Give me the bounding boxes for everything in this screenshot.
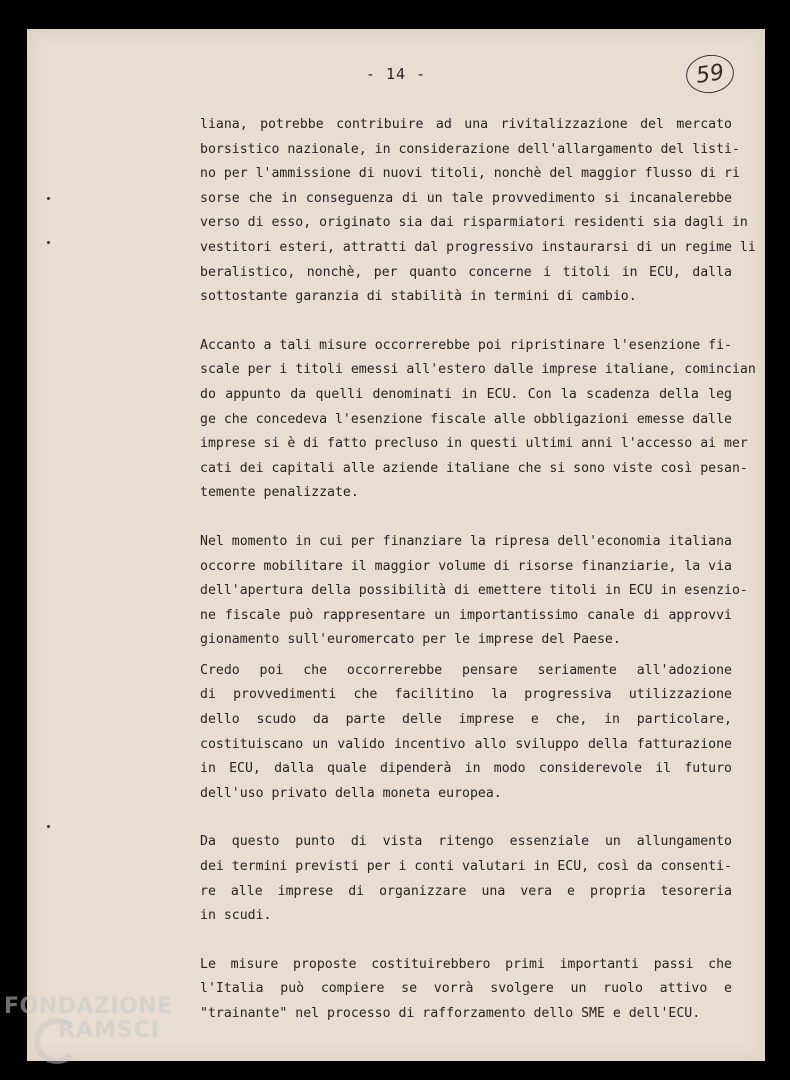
text-line: ne fiscale può rappresentare un importantissimo canale di approvvi — [200, 607, 732, 623]
margin-mark — [47, 241, 50, 244]
text-line: Le misure proposte costituirebbero primi importanti passi che — [200, 956, 732, 972]
text-line: gionamento sull'euromercato per le imprese del Paese. — [200, 632, 621, 648]
page-stamp: 59 — [684, 52, 737, 96]
text-line: in scudi. — [200, 908, 272, 924]
paragraph-3 — [200, 530, 748, 653]
watermark-line-2: RAMSCI — [58, 1018, 161, 1043]
document-page — [27, 29, 765, 1061]
text-line: sottostante garanzia di stabilità in termini di cambio. — [200, 289, 637, 305]
text-line: dello scudo da parte delle imprese e che, in particolare, — [200, 712, 732, 728]
text-line: temente penalizzate. — [200, 485, 359, 501]
text-line: borsistico nazionale, in considerazione dell'allargamento del listi- — [200, 141, 740, 157]
text-line: dell'apertura della possibilità di emettere titoli in ECU in esenzio- — [200, 583, 748, 599]
text-line: "trainante" nel processo di rafforzamento dello SME e dell'ECU. — [200, 1006, 701, 1021]
text-line: scale per i titoli emessi all'estero dalle imprese italiane, comincian — [200, 362, 756, 378]
paragraph-4 — [200, 659, 732, 807]
text-line: do appunto da quelli denominati in ECU. Con la scadenza della leg — [200, 386, 732, 402]
text-line: verso di esso, originato sia dai risparmiatori residenti sia dagli in — [200, 215, 748, 231]
text-line: vestitori esteri, attratti dal progressivo instaurarsi di un regime li — [200, 239, 756, 255]
text-line: dei termini previsti per i conti valutari in ECU, così da consenti- — [200, 859, 732, 875]
text-line: beralistico, nonchè, per quanto concerne i titoli in ECU, dalla — [200, 264, 732, 280]
text-line: sorse che in conseguenza di un tale provvedimento si incanalerebbe — [200, 190, 732, 206]
text-line: dell'uso privato della moneta europea. — [200, 785, 502, 801]
paragraph-6 — [200, 953, 732, 1027]
text-line: Nel momento in cui per finanziare la ripresa dell'economia italiana — [200, 533, 732, 549]
text-line: re alle imprese di organizzare una vera e propria tesoreria — [200, 883, 732, 899]
text-line: no per l'ammissione di nuovi titoli, nonchè del maggior flusso di ri — [200, 166, 740, 182]
text-line: Accanto a tali misure occorrerebbe poi ripristinare l'esenzione fi- — [200, 337, 732, 353]
text-line: costituiscano un valido incentivo allo sviluppo della fatturazione — [200, 736, 732, 752]
text-line: in ECU, dalla quale dipenderà in modo considerevole il futuro — [200, 761, 732, 777]
text-line: liana, potrebbe contribuire ad una rivitalizzazione del mercato — [200, 117, 732, 132]
text-line: Da questo punto di vista ritengo essenziale un allungamento — [200, 834, 732, 850]
margin-mark — [47, 825, 50, 828]
text-line: occorre mobilitare il maggior volume di risorse finanziarie, la via — [200, 558, 732, 574]
text-line: Credo poi che occorrerebbe pensare seriamente all'adozione — [200, 662, 732, 678]
paragraph-1 — [200, 113, 756, 310]
watermark-line-1: FONDAZIONE — [4, 994, 173, 1019]
margin-mark — [47, 197, 50, 200]
text-line: di provvedimenti che facilitino la progressiva utilizzazione — [200, 687, 732, 703]
text-line: ge che concedeva l'esenzione fiscale alle obbligazioni emesse dalle — [200, 411, 732, 427]
text-line: imprese si è di fatto precluso in questi ultimi anni l'accesso ai mer — [200, 436, 748, 452]
text-line: cati dei capitali alle aziende italiane che si sono viste così pesan- — [200, 460, 748, 476]
text-line: l'Italia può compiere se vorrà svolgere un ruolo attivo e — [200, 981, 732, 997]
page-number: - 14 - — [365, 65, 427, 83]
paragraph-2 — [200, 334, 756, 506]
paragraph-5 — [200, 830, 732, 928]
body-text — [200, 113, 756, 1027]
